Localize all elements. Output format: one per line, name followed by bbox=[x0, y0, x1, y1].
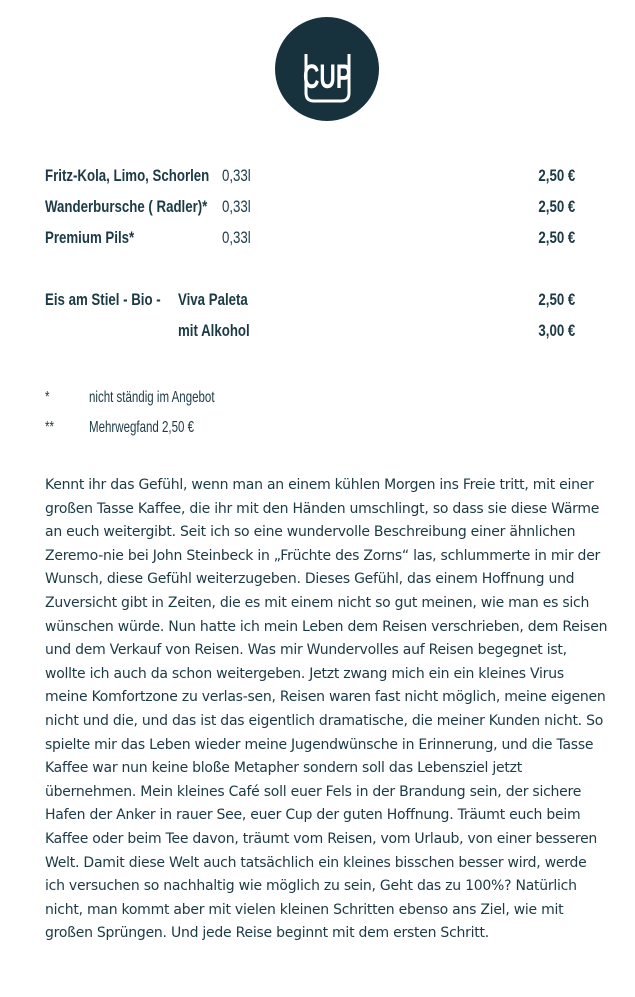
footnote-text: nicht ständig im Angebot bbox=[89, 389, 215, 406]
logo-text: CUP bbox=[303, 58, 351, 96]
drink-volume: 0,33l bbox=[222, 197, 251, 216]
footnote-row bbox=[45, 414, 345, 442]
drink-price: 2,50 € bbox=[538, 228, 575, 247]
drink-price: 2,50 € bbox=[538, 197, 575, 216]
footnote-text: Mehrwegfand 2,50 € bbox=[89, 419, 195, 436]
ice-item-price: 2,50 € bbox=[538, 290, 575, 309]
cup-logo-icon bbox=[275, 17, 379, 121]
footnote-row bbox=[45, 384, 345, 412]
ice-item-name: Viva Paleta bbox=[178, 290, 248, 309]
ice-label: Eis am Stiel - Bio - bbox=[45, 290, 161, 309]
cup-logo bbox=[275, 17, 379, 121]
drink-volume: 0,33l bbox=[222, 228, 251, 247]
menu-row-ice-alcohol bbox=[45, 317, 575, 345]
drink-volume: 0,33l bbox=[222, 166, 251, 185]
footnote-mark: * bbox=[45, 389, 50, 406]
story-paragraph: Kennt ihr das Gefühl, wenn man an einem kühlen Morgen ins Freie tritt, mit einer großen Tasse Kaffee, die ihr mit den Händen umschlingt, so dass sie diese Wärme an euch weitergibt. Seit ich so eine wundervolle Beschreibung einer ähnlichen Zeremo-nie bei John Steinbeck in „Früchte des Zorns“ las, schlummerte in mir der Wunsch, diese Gefühl weiterzugeben. Dieses Gefühl, das einem Hoffnung und Zuversicht gibt in Zeiten, die es mit einem nicht so gut meinen, wie man es sich wünschen würde. Nun hatte ich mein Leben dem Reisen verschrieben, dem Reisen und dem Verkauf von Reisen. Was mir Wundervolles auf Reisen begegnet ist, wollte ich auch da schon weitergeben. Jetzt zwang mich ein ein kleines Virus meine Komfortzone zu verlas-sen, Reisen waren fast nicht möglich, meine eigenen nicht und die, und das ist das eigentlich dramatische, die meiner Kunden nicht. So spielte mir das Leben wieder meine Jugendwünsche in Erinnerung, und die Tasse Kaffee war nun keine bloße Metapher sondern soll das Lebensziel jetzt übernehmen. Mein kleines Café soll euer Fels in der Brandung sein, der sichere Hafen der Anker in rauer See, euer Cup der guten Hoffnung. Träumt euch beim Kaffee oder beim Tee davon, träumt vom Reisen, vom Urlaub, von einer besseren Welt. Damit diese Welt auch tatsächlich ein kleines bisschen besser wird, werde ich versuchen so nachhaltig wie möglich zu sein, Geht das zu 100%? Natürlich nicht, man kommt aber mit vielen kleinen Schritten ebenso ans Ziel, wie mit großen Sprüngen. Und jede Reise beginnt mit dem ersten Schritt. bbox=[45, 477, 608, 942]
menu-row-fritz bbox=[45, 162, 575, 190]
drink-name: Premium Pils* bbox=[45, 228, 135, 247]
drink-name: Wanderbursche ( Radler)* bbox=[45, 197, 208, 216]
menu-row-pils bbox=[45, 224, 575, 252]
footnote-mark: ** bbox=[45, 419, 54, 436]
menu-row-wanderbursche bbox=[45, 193, 575, 221]
ice-item-name: mit Alkohol bbox=[178, 321, 250, 340]
ice-item-price: 3,00 € bbox=[538, 321, 575, 340]
menu-row-ice bbox=[45, 286, 575, 314]
drink-name: Fritz-Kola, Limo, Schorlen bbox=[45, 166, 210, 185]
drink-price: 2,50 € bbox=[538, 166, 575, 185]
